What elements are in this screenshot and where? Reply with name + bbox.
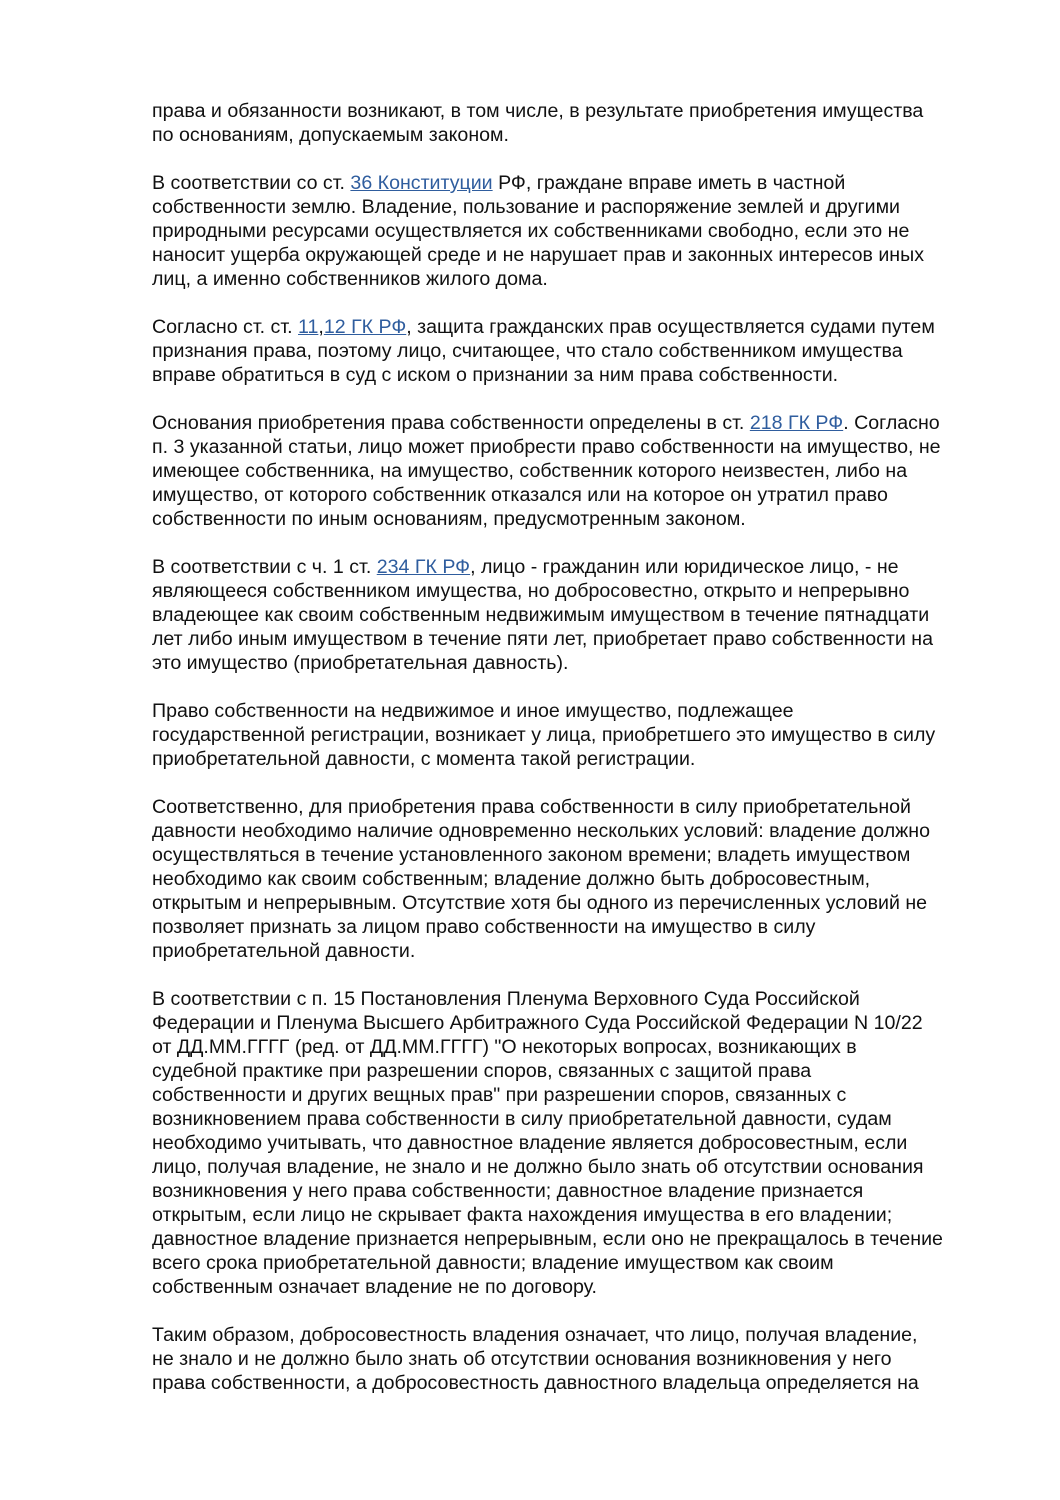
text-segment: являющееся собственником имущества, но добросовестно, открыто и непрерывно (152, 580, 910, 602)
text-segment: давностное владение признается непрерывным, если оно не прекращалось в течение (152, 1228, 943, 1250)
text-line (152, 1227, 992, 1251)
text-segment: , защита гражданских прав осуществляется судами путем (406, 316, 935, 338)
text-segment: собственности по иным основаниям, предусмотренным законом. (152, 508, 746, 530)
text-line (152, 267, 992, 291)
text-line (152, 1323, 992, 1347)
text-line (152, 483, 992, 507)
text-line (152, 171, 992, 195)
text-segment: , (318, 316, 324, 338)
text-line (152, 435, 992, 459)
text-segment: приобретательной давности. (152, 940, 416, 962)
text-line (152, 915, 992, 939)
paragraph (152, 99, 992, 147)
paragraph (152, 315, 992, 387)
text-line (152, 1083, 992, 1107)
text-line (152, 699, 992, 723)
text-line (152, 987, 992, 1011)
text-segment: Согласно ст. ст. (152, 316, 299, 338)
text-segment: имущество, от которого собственник отказался или на которое он утратил право (152, 484, 888, 506)
text-line (152, 747, 992, 771)
text-line (152, 123, 992, 147)
law-reference-link[interactable]: 12 ГК РФ (323, 316, 407, 338)
text-segment: осуществляться в течение установленного законом времени; владеть имуществом (152, 844, 911, 866)
text-segment: вправе обратиться в суд с иском о признании за ним права собственности. (152, 364, 839, 386)
text-segment: это имущество (приобретательная давность). (152, 652, 569, 674)
text-segment: открытым и непрерывным. Отсутствие хотя бы одного из перечисленных условий не (152, 892, 928, 914)
text-line (152, 507, 992, 531)
law-reference-link[interactable]: 36 Конституции (350, 172, 493, 194)
text-segment: от ДД.ММ.ГГГГ (ред. от ДД.ММ.ГГГГ) "О некоторых вопросах, возникающих в (152, 1036, 857, 1058)
text-segment: наносит ущерба окружающей среде и не нарушает прав и законных интересов иных (152, 244, 925, 266)
text-line (152, 1347, 992, 1371)
text-line (152, 243, 992, 267)
text-line (152, 1059, 992, 1083)
text-line (152, 819, 992, 843)
paragraph (152, 699, 992, 771)
paragraph (152, 171, 992, 291)
text-segment: В соответствии с ч. 1 ст. (152, 556, 377, 578)
text-segment: имеющее собственника, на имущество, собственник которого неизвестен, либо на (152, 460, 908, 482)
text-line (152, 339, 992, 363)
text-segment: необходимо учитывать, что давностное владение является добросовестным, если (152, 1132, 908, 1154)
paragraph (152, 987, 992, 1299)
text-line (152, 1011, 992, 1035)
text-line (152, 363, 992, 387)
text-line (152, 1107, 992, 1131)
text-segment: по основаниям, допускаемым законом. (152, 124, 509, 146)
text-segment: Соответственно, для приобретения права собственности в силу приобретательной (152, 796, 911, 818)
text-segment: всего срока приобретательной давности; владение имуществом как своим (152, 1252, 834, 1274)
text-segment: права собственности, а добросовестность давностного владельца определяется на (152, 1372, 919, 1394)
text-segment: позволяет признать за лицом право собственности на имущество в силу (152, 916, 816, 938)
text-segment: лиц, а именно собственников жилого дома. (152, 268, 548, 290)
text-segment: . Согласно (843, 412, 940, 434)
text-line (152, 867, 992, 891)
paragraph (152, 1323, 992, 1395)
law-reference-link[interactable]: 234 ГК РФ (376, 556, 471, 578)
text-line (152, 1131, 992, 1155)
text-segment: Федерации и Пленума Высшего Арбитражного Суда Российской Федерации N 10/22 (152, 1012, 923, 1034)
text-segment: В соответствии со ст. (152, 172, 351, 194)
text-line (152, 1155, 992, 1179)
text-segment: Право собственности на недвижимое и иное имущество, подлежащее (152, 700, 794, 722)
text-segment: открытым, если лицо не скрывает факта нахождения имущества в его владении; (152, 1204, 893, 1226)
law-reference-link[interactable]: 218 ГК РФ (749, 412, 844, 434)
text-segment: необходимо как своим собственным; владение должно быть добросовестным, (152, 868, 871, 890)
text-segment: лет либо иным имуществом в течение пяти лет, приобретает право собственности на (152, 628, 933, 650)
text-line (152, 579, 992, 603)
text-line (152, 195, 992, 219)
text-segment: Таким образом, добросовестность владения означает, что лицо, получая владение, (152, 1324, 918, 1346)
text-segment: государственной регистрации, возникает у лица, приобретшего это имущество в силу (152, 724, 936, 746)
text-line (152, 1275, 992, 1299)
text-segment: судебной практике при разрешении споров, связанных с защитой права (152, 1060, 812, 1082)
text-line (152, 1179, 992, 1203)
text-segment: природными ресурсами осуществляется их собственниками свободно, если это не (152, 220, 910, 242)
paragraph (152, 795, 992, 963)
text-line (152, 603, 992, 627)
text-segment: В соответствии с п. 15 Постановления Пленума Верховного Суда Российской (152, 988, 860, 1010)
text-line (152, 315, 992, 339)
text-line (152, 99, 992, 123)
text-segment: владеющее как своим собственным недвижимым имуществом в течение пятнадцати (152, 604, 930, 626)
paragraph (152, 411, 992, 531)
text-segment: собственным означает владение не по договору. (152, 1276, 597, 1298)
text-segment: п. 3 указанной статьи, лицо может приобрести право собственности на имущество, не (152, 436, 941, 458)
document-page (152, 99, 992, 1419)
text-segment: Основания приобретения права собственности определены в ст. (152, 412, 750, 434)
text-line (152, 651, 992, 675)
text-line (152, 555, 992, 579)
text-segment: не знало и не должно было знать об отсутствии основания возникновения у него (152, 1348, 892, 1370)
text-line (152, 795, 992, 819)
text-line (152, 939, 992, 963)
text-line (152, 723, 992, 747)
text-segment: давности необходимо наличие одновременно нескольких условий: владение должно (152, 820, 930, 842)
text-line (152, 843, 992, 867)
text-segment: признания права, поэтому лицо, считающее, что стало собственником имущества (152, 340, 903, 362)
text-line (152, 219, 992, 243)
text-segment: лицо, получая владение, не знало и не должно было знать об отсутствии основания (152, 1156, 924, 1178)
text-segment: , лицо - гражданин или юридическое лицо, - не (470, 556, 899, 578)
text-line (152, 1251, 992, 1275)
text-line (152, 1371, 992, 1395)
text-line (152, 459, 992, 483)
text-segment: возникновением права собственности в силу приобретательной давности, судам (152, 1108, 892, 1130)
text-segment: собственности землю. Владение, пользование и распоряжение землей и другими (152, 196, 901, 218)
text-segment: РФ, граждане вправе иметь в частной (492, 172, 846, 194)
text-segment: собственности и других вещных прав" при разрешении споров, связанных с (152, 1084, 847, 1106)
text-line (152, 891, 992, 915)
text-line (152, 1203, 992, 1227)
paragraph (152, 555, 992, 675)
text-line (152, 627, 992, 651)
text-segment: права и обязанности возникают, в том числе, в результате приобретения имущества (152, 100, 924, 122)
text-segment: возникновения у него права собственности; давностное владение признается (152, 1180, 864, 1202)
text-segment: приобретательной давности, с момента такой регистрации. (152, 748, 696, 770)
law-reference-link[interactable]: 11 (298, 316, 319, 338)
text-line (152, 1035, 992, 1059)
text-line (152, 411, 992, 435)
